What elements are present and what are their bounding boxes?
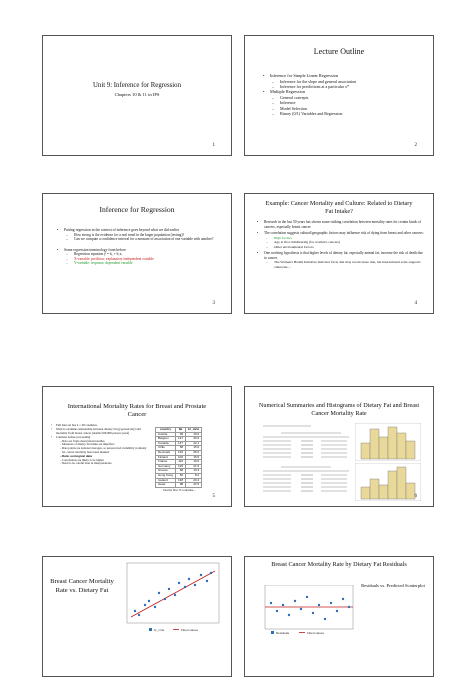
table-cell: 19.0 xyxy=(186,432,202,437)
table-cell: Greece xyxy=(156,469,176,474)
table-cell: Canada xyxy=(156,441,176,446)
outline-subitem: – Model Selection xyxy=(263,106,425,111)
bullet: • One working hypothesis is that higher levels of dietary fat, especially animal fat, increase the risk of death due to cancer. xyxy=(257,251,425,260)
sub-bullet: – X-variable: predictor, explanatory/independent variable xyxy=(57,257,217,262)
table-cell: France xyxy=(156,460,176,465)
fat-histogram xyxy=(355,423,421,461)
slide-2-title: Lecture Outline xyxy=(313,47,365,56)
sub-bullet: – High fat diet xyxy=(257,236,425,241)
hist-bar xyxy=(361,487,370,499)
slide-6-title: Numerical Summaries and Histograms of Dietary Fat and Breast Cancer Mortality Rate xyxy=(258,402,420,417)
scatter-plot xyxy=(119,561,223,637)
slide-number: 6 xyxy=(414,494,417,499)
table-cell: 19.0 xyxy=(186,460,202,465)
table-cell: 22.1 xyxy=(186,441,202,446)
sub-bullet: – How strong is the evidence for a real trend in the larger population (testing)? xyxy=(57,233,217,238)
slide-8-title: Breast Cancer Mortality Rate by Dietary Fat Residuals xyxy=(271,561,407,568)
sub-bullet: – Data are from observational studies xyxy=(51,440,151,444)
table-cell: 147 xyxy=(176,441,186,446)
sub-bullet: – Correlations are likely to be higher xyxy=(51,459,151,463)
table-cell: Hong Kong xyxy=(156,473,176,478)
bullet: • Full data set has n = 28 countries. xyxy=(51,424,151,428)
slide-7 xyxy=(42,556,232,677)
sub-bullet: – Regression equation ŷ = b₀ + b₁x, xyxy=(57,252,217,257)
table-cell: 21.5 xyxy=(186,464,202,469)
slide-number: 2 xyxy=(414,143,417,148)
slide-number: 3 xyxy=(212,301,215,306)
table-cell: 116 xyxy=(176,460,186,465)
outline-item: • Multiple Regression xyxy=(263,89,425,95)
sub-bullet: – Age at first childbearing (for women's cancers) xyxy=(257,240,425,245)
table-cell: 25.0 xyxy=(186,450,202,455)
slide-7-title: Breast Cancer Mortality Rate vs. Dietary Fat xyxy=(50,578,114,594)
slide-number: 5 xyxy=(212,494,215,499)
slide-8 xyxy=(244,556,434,677)
table-cell: 106 xyxy=(176,455,186,460)
sub-bullet: – The Women's Health Initiative indicates fat in diet may not increase risk, but international scale supports otherwise… xyxy=(257,260,425,269)
bullet: • Want to examine relationship between dietary fat (g/person/day) and mortality from breast cancer (deaths/100,000 person years) xyxy=(51,428,151,436)
table-row xyxy=(156,483,202,488)
residuals-callout: Residuals vs. Predicted Scatterplot xyxy=(361,583,425,588)
table-cell: Iceland xyxy=(156,478,176,483)
outline-subitem: – General concepts xyxy=(263,95,425,100)
sub-bullet: – Other environmental factors xyxy=(257,245,425,250)
table-cell: Finland xyxy=(156,455,176,460)
aside-note: – Data: ecological data xyxy=(51,455,151,459)
table-cell: 26.0 xyxy=(186,437,202,442)
sub-bullet: – Measures of dietary fat intake are imperfect xyxy=(51,443,151,447)
table-cell: Denmark xyxy=(156,450,176,455)
outline-subitem: – Binary (0/1) Variables and Regression xyxy=(263,111,425,116)
table-caption: Just the first 13 countries… xyxy=(163,488,197,492)
table-cell: Belgium xyxy=(156,437,176,442)
outline-subitem: – Inference for the slope and general association xyxy=(263,79,425,84)
legend-label: br_mrte xyxy=(154,628,165,632)
outline-subitem: – Inference for predictions at a particular x* xyxy=(263,84,425,89)
column-header: br_mrte xyxy=(186,428,202,433)
column-header: country xyxy=(156,428,176,433)
bullet: • Cautions before proceeding xyxy=(51,436,151,440)
residual-plot xyxy=(261,585,357,635)
outline-subitem: – Inference xyxy=(263,100,425,105)
bullet: • Putting regression in the context of inference goes beyond what we did earlier xyxy=(57,228,217,233)
slide-3-title: Inference for Regression xyxy=(99,205,175,214)
hist-bar xyxy=(388,471,397,499)
slide-1-subtitle: Chapters 10 & 11 in IPS xyxy=(114,92,160,97)
outline-item: • Inference for Simple Linear Regression xyxy=(263,73,425,79)
table-cell: 138 xyxy=(176,478,186,483)
table-cell: 99 xyxy=(176,432,186,437)
slide-5-title: International Mortality Rates for Breast and Prostate Cancer xyxy=(67,403,207,418)
hist-bar xyxy=(379,437,388,459)
table-cell: Germany xyxy=(156,464,176,469)
sub-bullet: – Can we compute a confidence interval for a measure of association of one variable with another? xyxy=(57,237,217,242)
bullet xyxy=(257,220,425,229)
slide-4 xyxy=(244,193,434,314)
hist-bar xyxy=(370,429,379,459)
stata-output xyxy=(261,423,351,499)
table-cell: 127 xyxy=(176,437,186,442)
table-cell: Austria xyxy=(156,432,176,437)
table-cell: 125 xyxy=(176,464,186,469)
slide-5 xyxy=(42,386,232,507)
legend-label: Residuals xyxy=(276,631,290,635)
slide-number: 4 xyxy=(414,301,417,306)
slide-2 xyxy=(244,35,434,156)
table-cell: 68 xyxy=(176,469,186,474)
hist-bar xyxy=(397,433,406,459)
slide-6 xyxy=(244,386,434,507)
slide-1-title: Unit 9: Inference for Regression xyxy=(93,82,181,89)
hist-bar xyxy=(379,485,388,499)
hist-bar xyxy=(397,467,406,499)
table-cell: 10.3 xyxy=(186,469,202,474)
hist-bar xyxy=(388,427,397,459)
mortality-histogram xyxy=(355,463,421,501)
hist-bar xyxy=(361,443,370,459)
table-cell: 22.5 xyxy=(186,483,202,488)
bullet-text: Research in the last 50 years has shown some striking correlation between mortality rates for certain kinds of cancers, especially breast cancer xyxy=(264,220,421,229)
table-cell: 58 xyxy=(176,446,186,451)
slide-number: 1 xyxy=(212,143,215,148)
table-cell: 15.0 xyxy=(186,446,202,451)
slide-3 xyxy=(42,193,232,314)
sub-bullet: – Data points are national averages, so person level variability in dietary fat, cancer mortality have been masked xyxy=(51,447,151,455)
bullet: • The correlation suggests cultural/geographic factors may influence risk of dying from breast and other cancers: xyxy=(257,231,425,236)
stata-output-lines xyxy=(261,423,351,499)
table-cell: 136 xyxy=(176,450,186,455)
table-cell: 20.4 xyxy=(186,478,202,483)
legend-label: Fitted values xyxy=(307,631,325,635)
hist-bar xyxy=(370,479,379,499)
table-cell: Chile xyxy=(156,446,176,451)
table-cell: 60 xyxy=(176,473,186,478)
sub-bullet: – Y-variable: response, dependent variable xyxy=(57,261,217,266)
country-data-table xyxy=(155,427,202,488)
slide-1 xyxy=(42,35,232,156)
legend-label: Fitted values xyxy=(181,628,199,632)
sub-bullet: – Need to be careful later in interpretations. xyxy=(51,462,151,466)
bullet: • Some regression terminology from before xyxy=(57,248,217,253)
hist-bar xyxy=(406,441,415,459)
table-cell: 98 xyxy=(176,483,186,488)
table-cell: Israel xyxy=(156,483,176,488)
slide-4-title: Example: Cancer Mortality and Culture: Related to Dietary Fat Intake? xyxy=(265,200,413,215)
table-cell: 15.5 xyxy=(186,455,202,460)
table-cell: 8.2 xyxy=(186,473,202,478)
column-header: fat xyxy=(176,428,186,433)
